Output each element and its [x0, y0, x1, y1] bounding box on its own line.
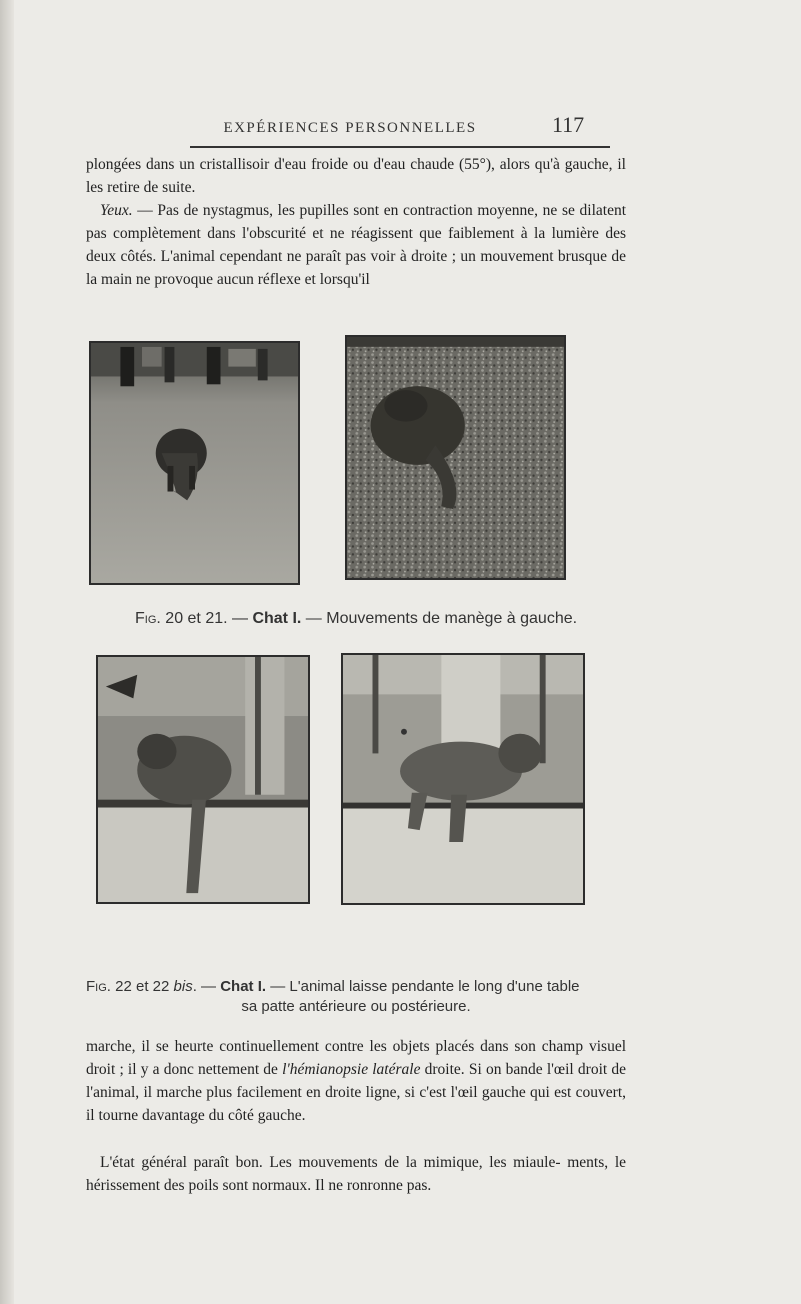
header-rule: [190, 146, 610, 148]
figure-22-caption: Fig. 22 et 22 bis. — Chat I. — L'animal laisse pendante le long d'une table sa patte antérieure ou postérieure.: [86, 978, 580, 1015]
figure-20-21-caption: Fig. 20 et 21. — Chat I. — Mouvements de manège à gauche.: [135, 610, 578, 627]
figure-22-bis-photo: [341, 653, 585, 905]
page-number: 117: [552, 112, 585, 137]
paragraph-3: L'état général paraît bon. Les mouvements de la mimique, les miaule- ments, le hérissement des poils sont normaux. Il ne ronronne pas.: [86, 1154, 627, 1194]
running-title: EXPÉRIENCES PERSONNELLES: [223, 120, 477, 136]
paragraph-1: plongées dans un cristallisoir d'eau froide ou d'eau chaude (55°), alors qu'à gauche, il les retire de suite. Yeux. — Pas de nystagmus, les pupilles sont en contraction moyenne, ne se dilatent pas complètement dans l'obscurité et ne réagissent que faiblement à la lumière des deux côtés. L'animal cependant ne paraît pas voir à droite ; un mouvement brusque de la main ne provoque aucun réflexe et lorsqu'il: [86, 156, 627, 288]
section-lead-yeux: Yeux.: [100, 202, 133, 219]
hemianopsie-term: l'hémianopsie latérale: [282, 1061, 421, 1078]
figure-20-photo: [89, 341, 300, 585]
paragraph-2: marche, il se heurte continuellement contre les objets placés dans son champ visuel droit ; il y a donc nettement de l'hémianopsie latérale droite. Si on bande l'œil droit de l'animal, il marche plus facilement en droite ligne, si c'est l'œil gauche qui est couvert, il tourne davantage du côté gauche.: [86, 1038, 627, 1124]
figure-22-photo: [96, 655, 310, 904]
figure-21-photo: [345, 335, 566, 580]
